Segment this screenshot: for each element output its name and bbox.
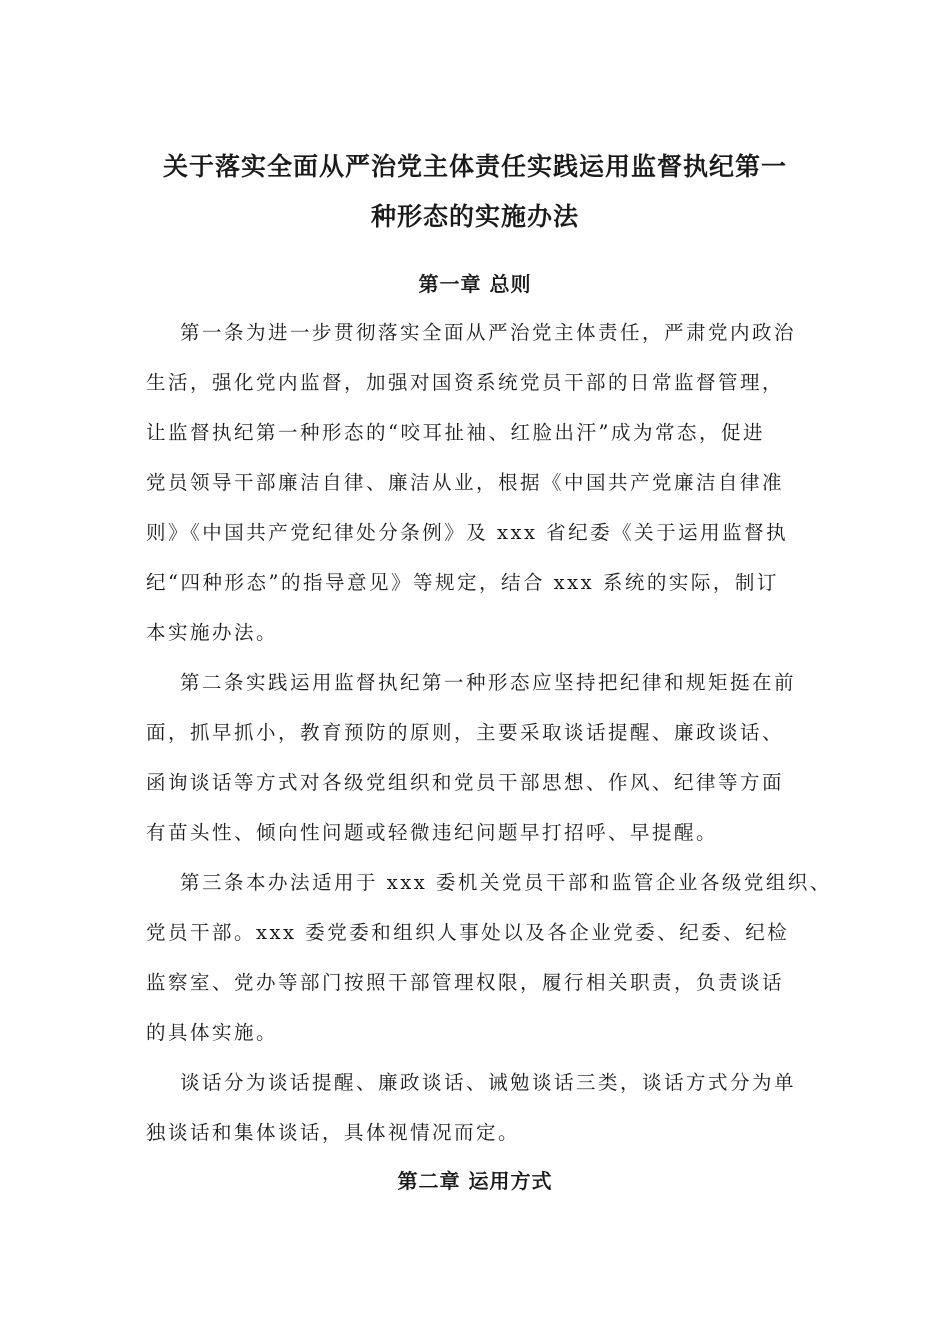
article-1-line: 本实施办法。 [146,621,279,644]
chapter-2-heading: 第二章 运用方式 [397,1169,553,1193]
article-3-line: 监察室、党办等部门按照干部管理权限，履行相关职责，负责谈话 [146,971,785,994]
article-1-line: 第一条为进一步贯彻落实全面从严治党主体责任，严肃党内政治 [180,321,797,344]
article-1-line: 纪“四种形态”的指导意见》等规定，结合 xxx 系统的实际，制订 [146,571,779,594]
article-1-line: 则》《中国共产党纪律处分条例》及 xxx 省纪委《关于运用监督执 [146,521,789,544]
document-title-line-2: 种形态的实施办法 [370,202,579,231]
article-1-line: 让监督执纪第一种形态的“咬耳扯袖、红脸出汗”成为常态，促进 [146,421,765,444]
article-2-line: 函询谈话等方式对各级党组织和党员干部思想、作风、纪律等方面 [146,771,785,794]
article-3-line: 党员干部。xxx 委党委和组织人事处以及各企业党委、纪委、纪检 [146,921,790,944]
article-3-line: 的具体实施。 [146,1021,279,1044]
article-1-line: 党员领导干部廉洁自律、廉洁从业，根据《中国共产党廉洁自律准 [146,471,785,494]
document-title-line-1: 关于落实全面从严治党主体责任实践运用监督执纪第一 [162,152,787,181]
article-3-line: 第三条本办法适用于 xxx 委机关党员干部和监管企业各级党组织、 [180,871,832,894]
article-1-line: 生活，强化党内监督，加强对国资系统党员干部的日常监督管理， [146,371,785,394]
article-2-line: 面，抓早抓小，教育预防的原则，主要采取谈话提醒、廉政谈话、 [146,721,785,744]
article-2-line: 有苗头性、倾向性问题或轻微违纪问题早打招呼、早提醒。 [146,821,719,844]
article-2-line: 第二条实践运用监督执纪第一种形态应坚持把纪律和规矩挺在前 [180,671,797,694]
chapter-1-heading: 第一章 总则 [418,272,532,296]
talk-types-line: 谈话分为谈话提醒、廉政谈话、诫勉谈话三类，谈话方式分为单 [180,1071,797,1094]
talk-types-line: 独谈话和集体谈话，具体视情况而定。 [146,1121,521,1144]
